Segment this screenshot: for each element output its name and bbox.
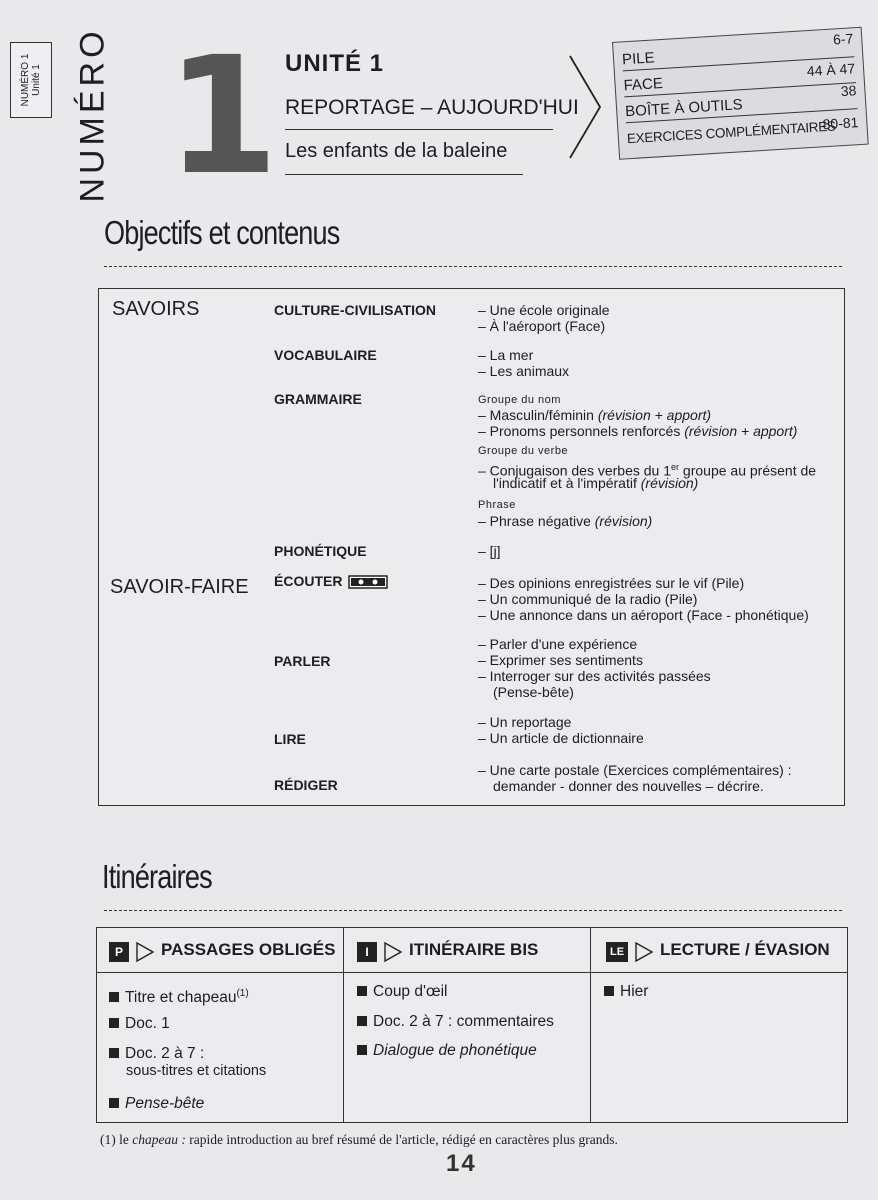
badge-p: P [109, 942, 129, 962]
column-header [97, 928, 343, 973]
arrow-right-icon [566, 52, 606, 162]
speaking-item: (Pense-bête) [493, 684, 574, 700]
list-item: Doc. 2 à 7 : commentaires [357, 1012, 554, 1031]
vocab-item: – La mer [478, 347, 534, 363]
column-title: LECTURE / ÉVASION [660, 940, 830, 959]
unit-title: UNITÉ 1 [285, 50, 385, 77]
column-header [343, 928, 590, 973]
header-rule [285, 129, 553, 130]
speaking-item: – Exprimer ses sentiments [478, 652, 643, 668]
triangle-right-icon [383, 941, 403, 963]
list-item: Doc. 1 [109, 1014, 170, 1033]
issue-number: NUMÉRO 1 [20, 53, 31, 107]
column-lecture [590, 928, 847, 1122]
listening-item: – Une annonce dans un aéroport (Face - phonétique) [478, 607, 809, 623]
column-title: PASSAGES OBLIGÉS [161, 940, 336, 959]
lesson-subtitle: Les enfants de la baleine [285, 140, 508, 162]
grammar-group-heading: Groupe du verbe [478, 445, 569, 457]
reading-item: – Un reportage [478, 714, 572, 730]
phonetics-item: – [j] [478, 543, 501, 559]
big-number: 1 [166, 23, 279, 211]
ref-label: PILE [621, 49, 656, 69]
speaking-item: – Interroger sur des activités passées [478, 668, 711, 684]
list-item: Titre et chapeau$^{(1)}$ [109, 984, 249, 1007]
grammar-label: GRAMMAIRE [274, 391, 362, 407]
list-item: Pense-bête [109, 1094, 204, 1113]
column-itineraire-bis [343, 928, 591, 1122]
issue-tab [10, 42, 52, 118]
dashed-divider [104, 910, 842, 911]
vocab-item: – Les animaux [478, 363, 570, 379]
list-item: Dialogue de phonétique [357, 1041, 537, 1060]
page-reference-box [612, 27, 869, 160]
culture-item: – Une école originale [478, 302, 610, 318]
header-rule [285, 174, 523, 175]
ref-label: BOÎTE À OUTILS [624, 96, 744, 121]
column-header [590, 928, 847, 973]
grammar-item: – Masculin/féminin (révision + apport) [478, 407, 712, 423]
savoirs-heading: SAVOIRS [112, 298, 200, 320]
cassette-icon [348, 575, 388, 589]
unit-number: Unité 1 [31, 64, 42, 96]
savoir-faire-heading: SAVOIR-FAIRE [110, 576, 249, 598]
column-passages [97, 928, 344, 1122]
speaking-label: PARLER [274, 653, 331, 669]
ref-pages: 80-81 [822, 114, 859, 133]
grammar-item: – Phrase négative (révision) [478, 513, 653, 529]
section-title: REPORTAGE – AUJOURD'HUI [285, 96, 579, 119]
grammar-group-heading: Groupe du nom [478, 394, 561, 406]
grammar-group-heading: Phrase [478, 499, 516, 511]
objectives-box [98, 288, 845, 806]
writing-item: demander - donner des nouvelles – décrire. [493, 778, 764, 794]
listening-item: – Un communiqué de la radio (Pile) [478, 591, 698, 607]
reading-label: LIRE [274, 731, 306, 747]
listening-label: ÉCOUTER [274, 573, 388, 589]
reading-item: – Un article de dictionnaire [478, 730, 644, 746]
ref-pages: 6-7 [832, 30, 854, 48]
list-item-continuation: sous-titres et citations [126, 1063, 267, 1079]
badge-le: LE [606, 942, 628, 962]
writing-label: RÉDIGER [274, 777, 338, 793]
grammar-item: – Pronoms personnels renforcés (révision + apport) [478, 423, 798, 439]
numero-vertical-text: NUMÉRO [73, 27, 112, 203]
phonetics-label: PHONÉTIQUE [274, 543, 367, 559]
culture-label: CULTURE-CIVILISATION [274, 302, 437, 318]
footnote: (1) le chapeau : rapide introduction au bref résumé de l'article, rédigé en caractères plus grands. [100, 1132, 618, 1147]
list-item: Doc. 2 à 7 : [109, 1044, 204, 1063]
vocab-label: VOCABULAIRE [274, 347, 377, 363]
ref-label: FACE [623, 74, 664, 95]
page-number: 14 [446, 1150, 477, 1177]
triangle-right-icon [135, 941, 155, 963]
listening-item: – Des opinions enregistrées sur le vif (Pile) [478, 575, 745, 591]
grammar-item: l'indicatif et à l'impératif (révision) [493, 475, 699, 491]
list-item: Coup d'œil [357, 982, 447, 1001]
dashed-divider [104, 266, 842, 267]
grammar-item: – Conjugaison des verbes du 1er groupe au présent de [478, 462, 817, 479]
itineraries-heading: Itinéraires [102, 858, 212, 895]
culture-item: – À l'aéroport (Face) [478, 318, 606, 334]
badge-i: I [357, 942, 377, 962]
writing-item: – Une carte postale (Exercices complémentaires) : [478, 762, 792, 778]
ref-label: EXERCICES COMPLÉMENTAIRES [626, 118, 837, 147]
objectives-heading: Objectifs et contenus [104, 214, 340, 251]
ref-pages: 44 À 47 [806, 60, 856, 80]
itineraries-table [96, 927, 848, 1123]
ref-pages: 38 [840, 82, 857, 100]
triangle-right-icon [634, 941, 654, 963]
speaking-item: – Parler d'une expérience [478, 636, 638, 652]
list-item: Hier [604, 982, 648, 1001]
column-title: ITINÉRAIRE BIS [409, 940, 539, 959]
